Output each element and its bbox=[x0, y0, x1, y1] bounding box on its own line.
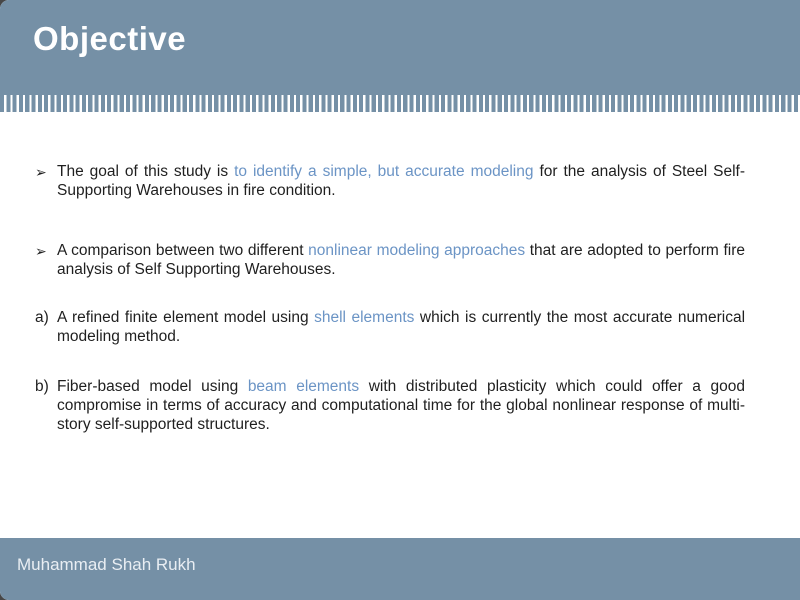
bullet-item-1 bbox=[35, 162, 745, 200]
bullet-2-text-pre: A comparison between two different bbox=[57, 242, 309, 259]
slide-footer bbox=[0, 538, 800, 600]
slide-body bbox=[0, 112, 800, 538]
letter-b-marker: b) bbox=[35, 378, 49, 395]
lettered-item-b bbox=[35, 377, 745, 434]
item-b-text-post: with distributed plasticity which could offer a good compromise in terms of accuracy and computational time for the global nonlinear response of multi-story self-supported structures. bbox=[57, 378, 745, 433]
bullet-2-text-highlight: nonlinear modeling approaches bbox=[308, 242, 526, 259]
author-name: Muhammad Shah Rukh bbox=[17, 555, 196, 574]
decorative-stripe-band bbox=[0, 95, 800, 112]
bullet-1-text-post: for the analysis of Steel Self-Supporting Warehouses in fire condition. bbox=[57, 163, 745, 199]
bullet-item-2 bbox=[35, 241, 745, 279]
bullet-1-text-pre: The goal of this study is bbox=[57, 163, 235, 180]
letter-a-marker: a) bbox=[35, 309, 49, 326]
bullet-2-text-post: that are adopted to perform fire analysis of Self Supporting Warehouses. bbox=[57, 242, 745, 278]
lettered-item-a bbox=[35, 308, 745, 346]
item-a-text-highlight: shell elements bbox=[314, 309, 415, 326]
item-b-text-pre: Fiber-based model using bbox=[57, 378, 248, 395]
arrow-bullet-icon: ➢ bbox=[35, 164, 47, 180]
bullet-1-text-highlight: to identify a simple, but accurate modeling bbox=[234, 163, 534, 180]
slide-header bbox=[0, 0, 800, 95]
item-a-text-pre: A refined finite element model using bbox=[57, 309, 315, 326]
slide-title: Objective bbox=[33, 20, 187, 57]
arrow-bullet-icon: ➢ bbox=[35, 243, 47, 259]
item-a-text-post: which is currently the most accurate numerical modeling method. bbox=[57, 309, 746, 345]
item-b-text-highlight: beam elements bbox=[247, 378, 360, 395]
